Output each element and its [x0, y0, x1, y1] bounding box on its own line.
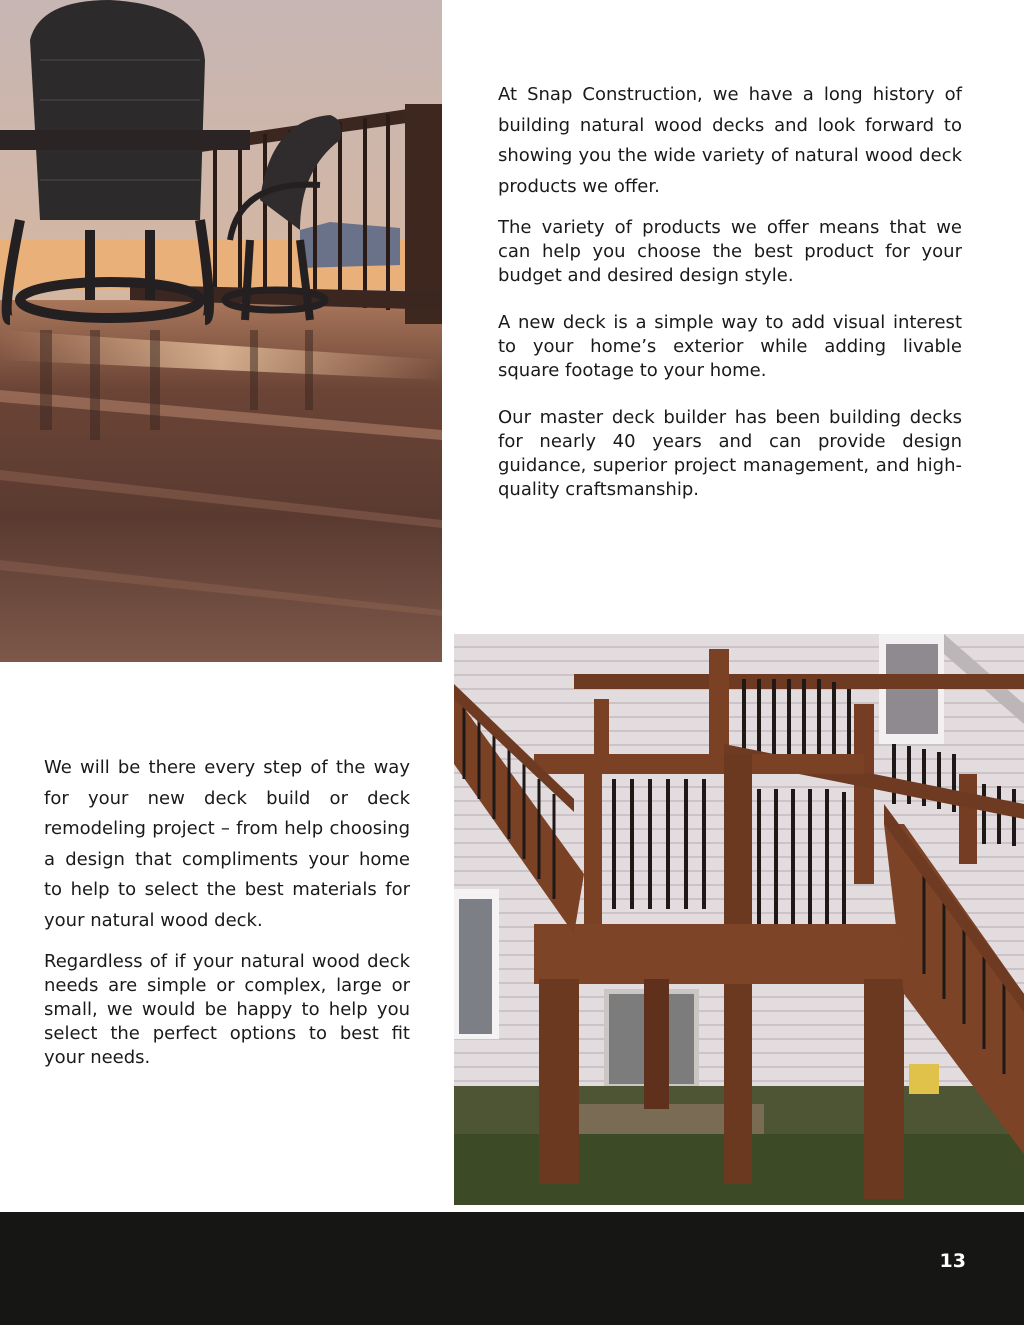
support-text-block — [44, 753, 410, 1093]
paragraph-every-step: We will be there every step of the way for your new deck build or deck remodeling project – from help choosing a design that compliments your home to help to select the best materials for your natural wood deck. — [44, 757, 410, 931]
paragraph-history: At Snap Construction, we have a long history of building natural wood decks and look forward to showing you the wide variety of natural wood deck products we offer. — [498, 84, 962, 197]
paragraph-variety: The variety of products we offer means that we can help you choose the best product for your budget and desired design style. — [498, 217, 962, 286]
page-footer — [0, 1212, 1024, 1325]
deck-sunset-photo — [0, 0, 442, 662]
paragraph-master-builder: Our master deck builder has been building decks for nearly 40 years and can provide design guidance, superior project management, and high-quality craftsmanship. — [498, 407, 962, 500]
intro-text-block — [498, 80, 962, 525]
paragraph-new-deck: A new deck is a simple way to add visual interest to your home’s exterior while adding livable square footage to your home. — [498, 312, 962, 381]
paragraph-needs: Regardless of if your natural wood deck needs are simple or complex, large or small, we would be happy to help you select the perfect options to best fit your needs. — [44, 951, 410, 1068]
page-number: 13 — [939, 1250, 966, 1272]
elevated-deck-photo — [454, 634, 1024, 1205]
